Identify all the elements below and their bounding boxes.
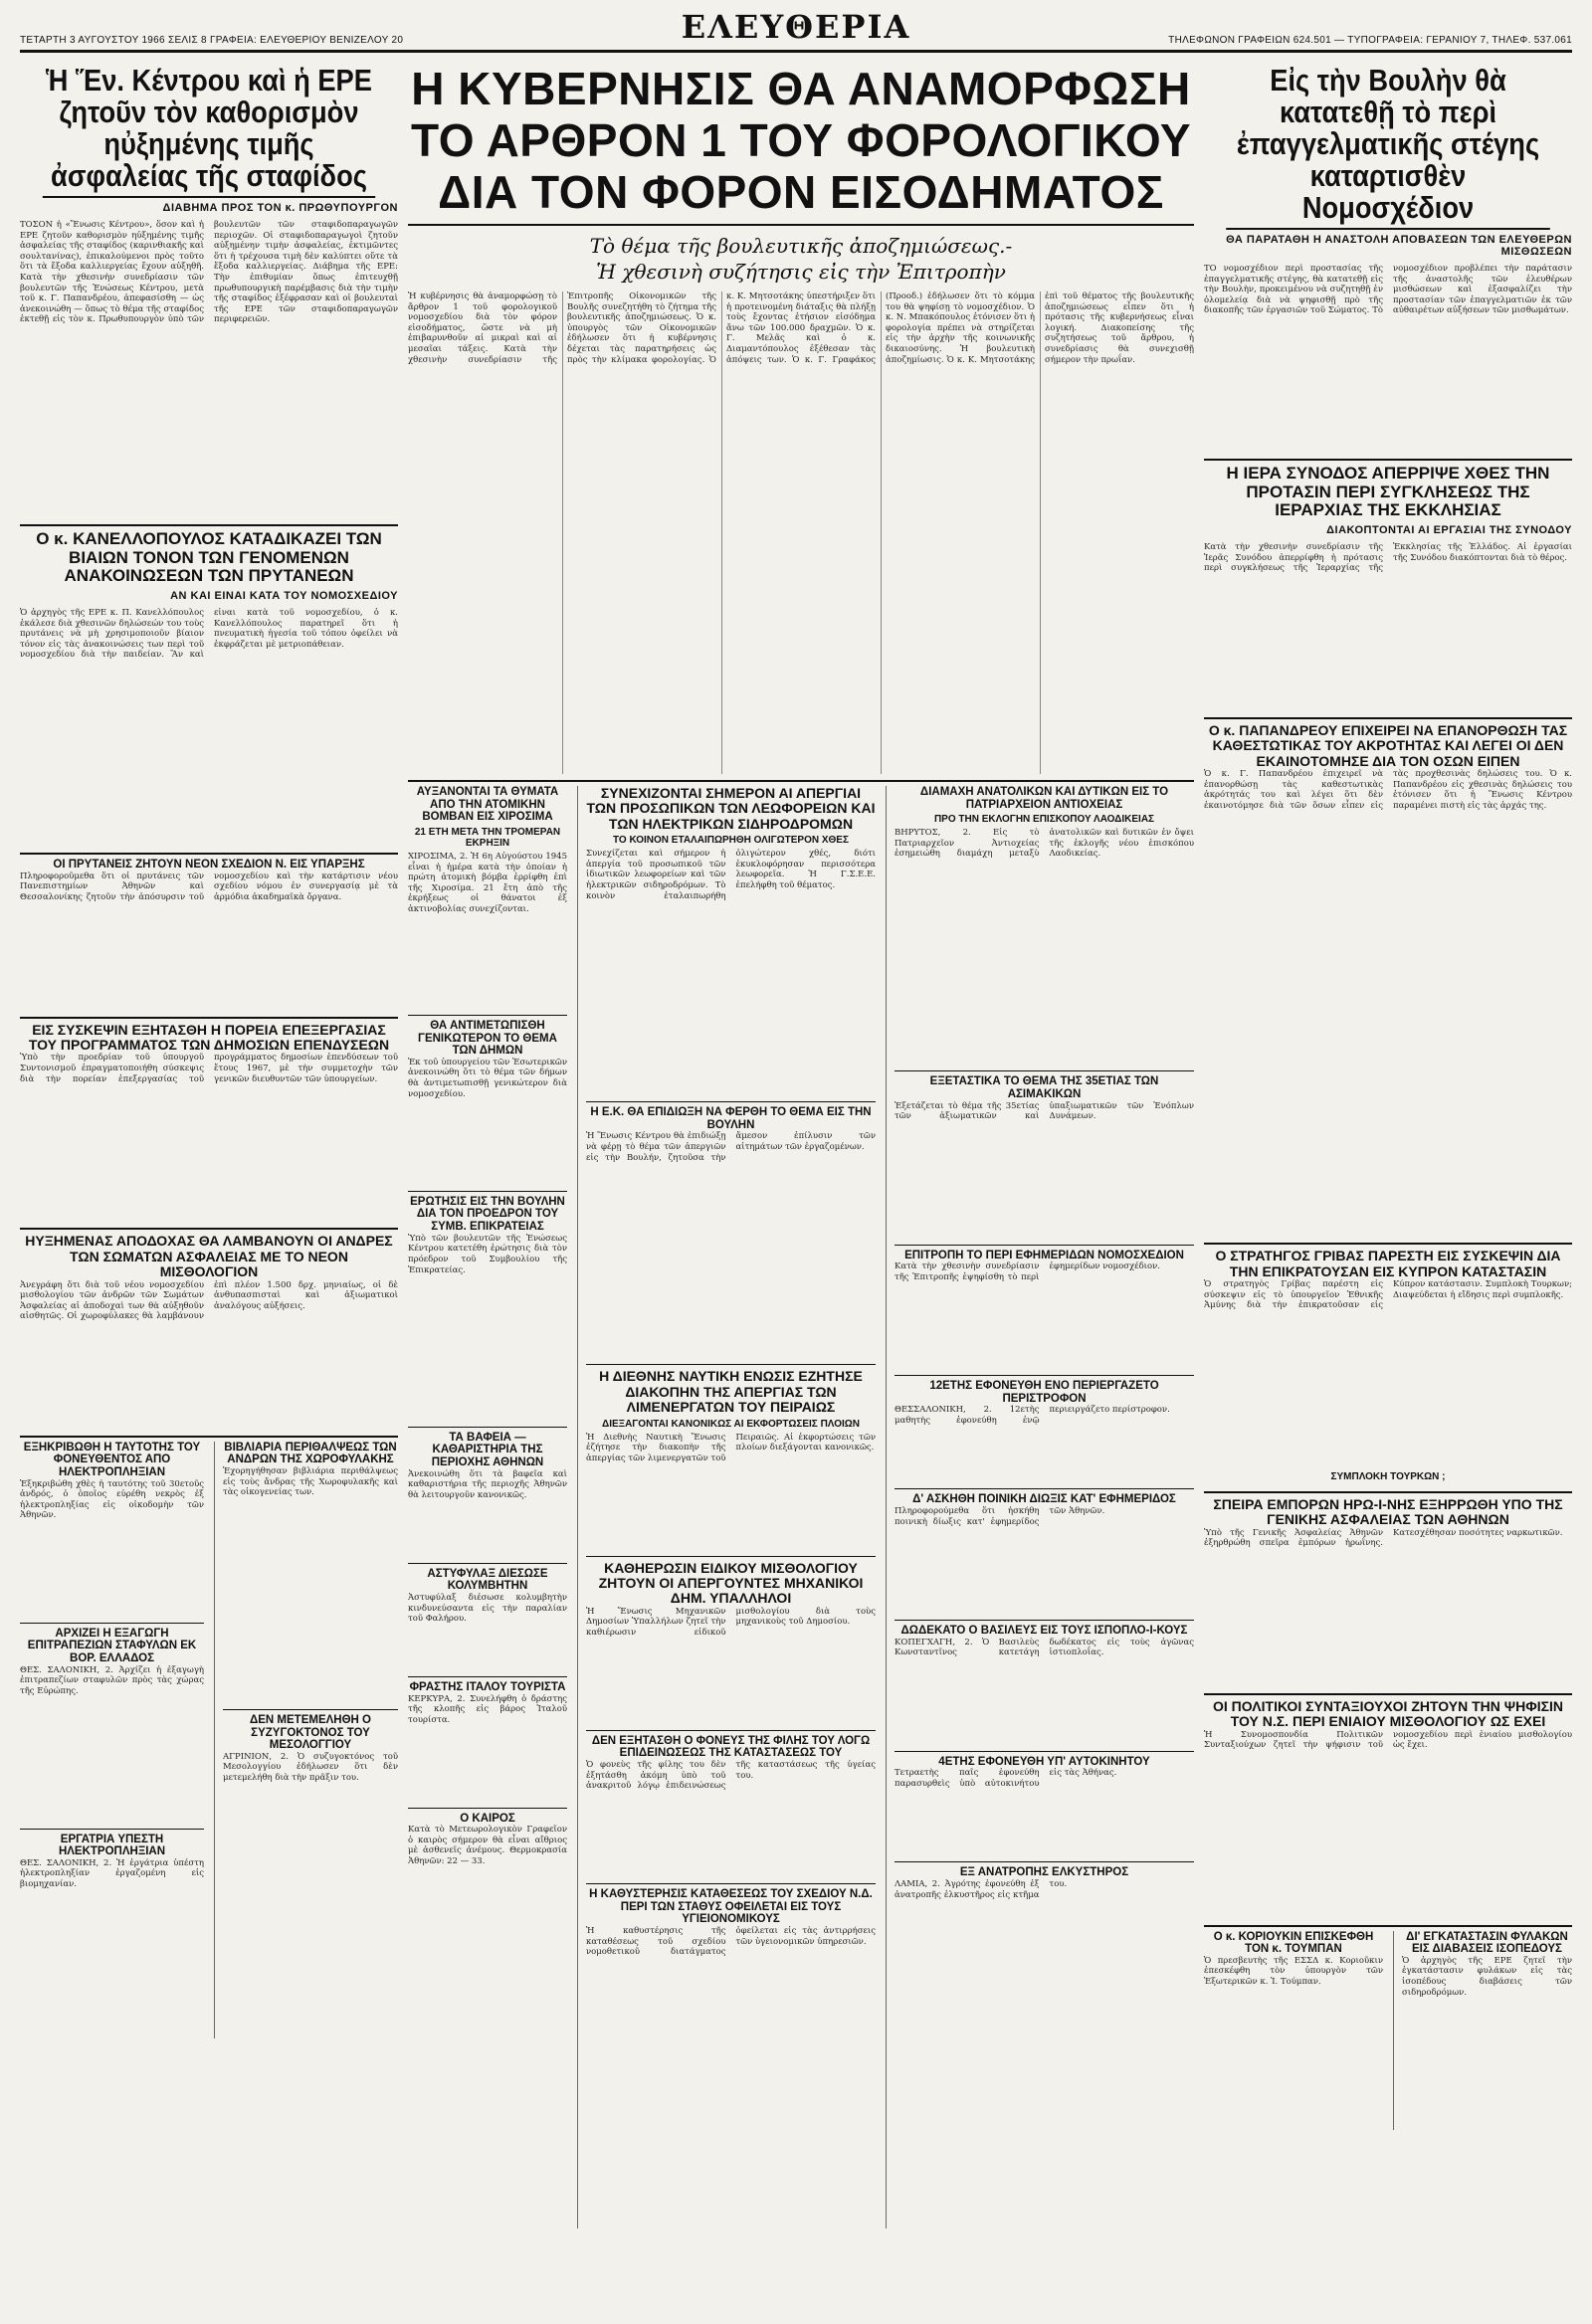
fylakes-brief (1393, 1931, 1572, 2130)
stafylia-body: ΘΕΣ. ΣΑΛΟΝΙΚΗ, 2. Ἀρχίζει ἡ ἐξαγωγὴ ἐπιτραπεζίων σταφυλῶν πρὸς τὰς χώρας τῆς Εὐρώπης. (20, 1664, 204, 1696)
mid-col-a (408, 786, 567, 2228)
article-prytaneis (20, 853, 398, 1011)
kairos-headline: Ο ΚΑΙΡΟΣ (460, 1812, 515, 1825)
right-column (1204, 59, 1572, 2228)
fylakes-body: Ὁ ἀρχηγὸς τῆς ΕΡΕ ζητεῖ τὴν ἐγκατάστασιν φυλάκων εἰς τὰς ἰσοπέδους διαβάσεις τῶν σιδηροδρόμων. (1402, 1955, 1572, 1998)
article-papandreou (1204, 717, 1572, 1237)
newspaper-page (20, 8, 1572, 2300)
italos-headline: ΦΡΑΣΤΗΣ ΙΤΑΛΟΥ ΤΟΥΡΙΣΤΑ (409, 1680, 566, 1693)
astyfylax-body: Ἀστυφύλαξ διέσωσε κολυμβητὴν κινδυνεύσαντα εἰς τὴν παραλίαν τοῦ Φαλήρου. (408, 1592, 567, 1625)
strike-kicker: ΤΟ ΚΟΙΝΟΝ ΕΤΑΛΑΙΠΩΡΗΘΗ ΟΛΙΓΩΤΕΡΟΝ ΧΘΕΣ (613, 835, 849, 847)
article-synodos (1204, 459, 1572, 711)
right-lead-headline: Εἰς τὴν Βουλὴν θὰ κατατεθῇ τὸ περὶ ἐπαγγελματικῆς στέγης καταρτισθὲν Νομοσχέδιον (1226, 59, 1550, 230)
strike-body: Συνεχίζεται καὶ σήμερον ἡ ἀπεργία τοῦ προσωπικοῦ τῶν ἰδιωτικῶν λεωφορείων καὶ τῶν ἠλεκτρικῶν σιδηροδρόμων. Τὸ κοινὸν ἐταλαιπωρήθη ὀλιγώτερον χθές, διότι ἐκυκλοφόρησαν περισσότερα λεωφορεῖα. Ἡ Γ.Σ.Ε.Ε. ἐπελήφθη τοῦ θέματος. (586, 849, 876, 901)
demoi-headline: ΘΑ ΑΝΤΙΜΕΤΩΠΙΣΘΗ ΓΕΝΙΚΩΤΕΡΟΝ ΤΟ ΘΕΜΑ ΤΩΝ ΔΗΜΩΝ (418, 1019, 557, 1058)
misthologio-headline: ΗΥΞΗΜΕΝΑΣ ΑΠΟΔΟΧΑΣ ΘΑ ΛΑΜΒΑΝΟΥΝ ΟΙ ΑΝΔΡΕΣ ΤΩΝ ΣΩΜΑΤΩΝ ΑΣΦΑΛΕΙΑΣ ΜΕ ΤΟ ΝΕΟΝ ΜΙΣΘΟΛΟΓΙΟΝ (25, 1233, 393, 1280)
syntaxiouxoi-body: Ἡ Συνομοσπονδία Πολιτικῶν Συνταξιούχων ζητεῖ τὴν ψήφισιν τοῦ νομοσχεδίου περὶ ἑνιαίου μισθολογίου ὡς ἔχει. (1204, 1729, 1572, 1751)
mid-col-b (577, 786, 876, 2228)
kairos-body: Κατὰ τὸ Μετεωρολογικὸν Γραφεῖον ὁ καιρὸς σήμερον θὰ εἶναι αἴθριος μὲ ἀσθενεῖς ἀνέμους. Θερμοκρασία Ἀθηνῶν: 22 — 33. (408, 1825, 567, 1867)
article-grivas (1204, 1243, 1572, 1485)
italos-body: ΚΕΡΚΥΡΑ, 2. Συνελήφθη ὁ δράστης τῆς κλοπῆς εἰς βάρος Ἰταλοῦ τουρίστα. (408, 1693, 567, 1725)
naftiki-kicker: ΔΙΕΞΑΓΟΝΤΑΙ ΚΑΝΟΝΙΚΩΣ ΑΙ ΕΚΦΟΡΤΩΣΕΙΣ ΠΛΟΙΩΝ (602, 1418, 860, 1430)
vafeia-body: Ἀνεκοινώθη ὅτι τὰ βαφεῖα καὶ καθαριστήρια τῆς περιοχῆς Ἀθηνῶν θὰ λειτουργοῦν κανονικῶς. (408, 1468, 567, 1500)
peristrofo-headline: 12ΕΤΗΣ ΕΦΟΝΕΥΘΗ ΕΝΟ ΠΕΡΙΕΡΓΑΖΕΤΟ ΠΕΡΙΣΤΡΟΦΟΝ (929, 1380, 1159, 1405)
papandreou-headline: Ο κ. ΠΑΠΑΝΔΡΕΟΥ ΕΠΙΧΕΙΡΕΙ ΝΑ ΕΠΑΝΟΡΘΩΣΗ ΤΑΣ ΚΑΘΕΣΤΩΤΙΚΑΣ ΤΟΥ ΑΚΡΟΤΗΤΑΣ ΚΑΙ ΛΕΓΕΙ ΟΙ ΔΕΝ ΕΚΑΙΝΟΤΟΜΗΣΕ ΔΙΑ ΤΟΝ ΟΣΩΝ ΕΙΠΕΝ (1208, 722, 1568, 769)
misthologio-body: Ἀνεγράφη ὅτι διὰ τοῦ νέου νομοσχεδίου μισθολογίου τῶν ἀνδρῶν τῶν Σωμάτων Ἀσφαλείας αἱ ἀποδοχαὶ των θὰ αὐξηθοῦν αἰσθητῶς. Οἱ χωροφύλακες θὰ λαμβάνουν ἐπὶ πλέον 1.500 δρχ. μηνιαίως, οἱ δὲ ἀνθυπασπισταὶ καὶ ἀξιωματικοὶ ἀναλόγους αὐξήσεις. (20, 1279, 398, 1322)
tautotis-headline: ΕΞΗΚΡΙΒΩΘΗ Η ΤΑΥΤΟΤΗΣ ΤΟΥ ΦΟΝΕΥΘΕΝΤΟΣ ΑΠΟ ΗΛΕΚΤΡΟΠΛΗΞΙΑΝ (23, 1441, 201, 1478)
foneus-headline: ΔΕΝ ΕΞΗΤΑΣΘΗ Ο ΦΟΝΕΥΣ ΤΗΣ ΦΙΛΗΣ ΤΟΥ ΛΟΓΩ ΕΠΙΔΕΙΝΩΣΕΩΣ ΤΗΣ ΚΑΤΑΣΤΑΣΕΩΣ ΤΟΥ (591, 1734, 871, 1760)
demoi-body: Ἐκ τοῦ ὑπουργείου τῶν Ἐσωτερικῶν ἀνεκοινώθη ὅτι τὸ θέμα τῶν δήμων θὰ ἀντιμετωπισθῇ γενικώτερον διὰ νομοσχεδίου. (408, 1057, 567, 1099)
peristrofo-body: ΘΕΣΣΑΛΟΝΙΚΗ, 2. 12ετὴς μαθητὴς ἐφονεύθη ἐνῷ περιειργάζετο περίστροφον. (895, 1405, 1170, 1427)
syntaxiouxoi-headline: ΟΙ ΠΟΛΙΤΙΚΟΙ ΣΥΝΤΑΞΙΟΥΧΟΙ ΖΗΤΟΥΝ ΤΗΝ ΨΗΦΙΣΙΝ ΤΟΥ Ν.Σ. ΠΕΡΙ ΕΝΙΑΙΟΥ ΜΙΣΘΟΛΟΓΙΟΥ ΩΣ ΕΧΕΙ (1213, 1697, 1563, 1730)
mechanikoi-body: Ἡ Ἕνωσις Μηχανικῶν Δημοσίων Ὑπαλλήλων ζητεῖ τὴν καθιέρωσιν εἰδικοῦ μισθολογίου διὰ τοὺς μηχανικοὺς τοῦ Δημοσίου. (586, 1606, 876, 1638)
foneus-body: Ὁ φονεὺς τῆς φίλης του δὲν ἐξητάσθη ἀκόμη ὑπὸ τοῦ ἀνακριτοῦ λόγῳ ἐπιδεινώσεως τῆς καταστάσεως τῆς ὑγείας του. (586, 1760, 876, 1792)
main-subheadline-2: Ἡ χθεσινὴ συζήτησις εἰς τὴν Ἐπιτροπὴν (596, 260, 1006, 284)
ste-headline: ΕΡΩΤΗΣΙΣ ΕΙΣ ΤΗΝ ΒΟΥΛΗΝ ΔΙΑ ΤΟΝ ΠΡΟΕΔΡΟΝ ΤΟΥ ΣΥΜΒ. ΕΠΙΚΡΑΤΕΙΑΣ (410, 1195, 565, 1234)
ergatria-body: ΘΕΣ. ΣΑΛΟΝΙΚΗ, 2. Ἡ ἐργάτρια ὑπέστη ἠλεκτροπληξίαν ἐργαζομένη εἰς βιομηχανίαν. (20, 1857, 204, 1889)
elkystiras-headline: ΕΞ ΑΝΑΤΡΟΠΗΣ ΕΛΚΥΣΤΗΡΟΣ (959, 1866, 1129, 1879)
mechanikoi-headline: ΚΑΘΗΕΡΩΣΙΝ ΕΙΔΙΚΟΥ ΜΙΣΘΟΛΟΓΙΟΥ ΖΗΤΟΥΝ ΟΙ ΑΠΕΡΓΟΥΝΤΕΣ ΜΗΧΑΝΙΚΟΙ ΔΗΜ. ΥΠΑΛΛΗΛΟΙ (598, 1559, 864, 1607)
article-syntaxiouxoi (1204, 1693, 1572, 1919)
antiochia-headline: ΔΙΑΜΑΧΗ ΑΝΑΤΟΛΙΚΩΝ ΚΑΙ ΔΥΤΙΚΩΝ ΕΙΣ ΤΟ ΠΑΤΡΙΑΡΧΕΙΟΝ ΑΝΤΙΟΧΕΙΑΣ (919, 786, 1169, 811)
synodos-kicker: ΔΙΑΚΟΠΤΟΝΤΑΙ ΑΙ ΕΡΓΑΣΙΑΙ ΤΗΣ ΣΥΝΟΔΟΥ (1326, 524, 1572, 537)
naftiki-body: Ἡ Διεθνὴς Ναυτικὴ Ἕνωσις ἐζήτησε τὴν διακοπὴν τῆς ἀπεργίας τῶν λιμενεργατῶν τοῦ Πειραιῶς. Αἱ ἐκφορτώσεις τῶν πλοίων διεξάγονται κανονικῶς. (586, 1432, 876, 1463)
grivas-subheading: ΣΥΜΠΛΟΚΗ ΤΟΥΡΚΩΝ ; (1330, 1471, 1446, 1483)
mid-col-c (886, 786, 1194, 2228)
naftiki-headline: Η ΔΙΕΘΝΗΣ ΝΑΥΤΙΚΗ ΕΝΩΣΙΣ ΕΖΗΤΗΣΕ ΔΙΑΚΟΠΗΝ ΤΗΣ ΑΠΕΡΓΙΑΣ ΤΩΝ ΛΙΜΕΝΕΡΓΑΤΩΝ ΤΟΥ ΠΕΙΡΑΙΩΣ (599, 1368, 863, 1416)
koriouckin-brief (1204, 1931, 1383, 2130)
article-misthologio (20, 1228, 398, 1429)
right-lead-kicker: ΘΑ ΠΑΡΑΤΑΘΗ Η ΑΝΑΣΤΟΛΗ ΑΠΟΒΑΣΕΩΝ ΤΩΝ ΕΛΕΥΘΕΡΩΝ ΜΙΣΘΩΣΕΩΝ (1226, 234, 1572, 258)
atom-body: ΧΙΡΟΣΙΜΑ, 2. Ἡ 6η Αὐγούστου 1945 εἶναι ἡ ἡμέρα κατὰ τὴν ὁποίαν ἡ πρώτη ἀτομικὴ βόμβα ἐρρίφθη ἐπὶ τῆς Χιροσίμα. 21 ἔτη ἀπὸ τῆς ἐκρήξεως οἱ θάνατοι ἐξ ἀκτινοβολίας συνεχίζονται. (408, 851, 567, 914)
grivas-headline: Ο ΣΤΡΑΤΗΓΟΣ ΓΡΙΒΑΣ ΠΑΡΕΣΤΗ ΕΙΣ ΣΥΣΚΕΨΙΝ ΔΙΑ ΤΗΝ ΕΠΙΚΡΑΤΟΥΣΑΝ ΕΙΣ ΚΥΠΡΟΝ ΚΑΤΑΣΤΑΣΙΝ (1215, 1248, 1561, 1279)
efimerides-body: Κατὰ τὴν χθεσινὴν συνεδρίασιν τῆς Ἐπιτροπῆς ἐψηφίσθη τὸ περὶ ἐφημερίδων νομοσχέδιον. (895, 1261, 1161, 1282)
atom-headline: ΑΥΞΑΝΟΝΤΑΙ ΤΑ ΘΥΜΑΤΑ ΑΠΟ ΤΗΝ ΑΤΟΜΙΚΗΝ ΒΟΜΒΑΝ ΕΙΣ ΧΙΡΟΣΙΜΑ (416, 786, 559, 824)
koriouckin-headline: Ο κ. ΚΟΡΙΟΥΚΙΝ ΕΠΙΣΚΕΦΘΗ ΤΟΝ κ. ΤΟΥΜΠΑΝ (1213, 1930, 1374, 1956)
elkystiras-body: ΛΑΜΙΑ, 2. Ἀγρότης ἐφονεύθη ἐξ ἀνατροπῆς ἐλκυστῆρος εἰς κτῆμα του. (895, 1879, 1068, 1900)
strike-headline: ΣΥΝΕΧΙΖΟΝΤΑΙ ΣΗΜΕΡΟΝ ΑΙ ΑΠΕΡΓΙΑΙ ΤΩΝ ΠΡΟΣΩΠΙΚΩΝ ΤΩΝ ΛΕΩΦΟΡΕΙΩΝ ΚΑΙ ΤΩΝ ΗΛΕΚΤΡΙΚΩΝ ΣΙΔΗΡΟΔΡΟΜΩΝ (586, 785, 876, 832)
briefs-col-a (20, 1442, 204, 2038)
antiochia-body: ΒΗΡΥΤΟΣ, 2. Εἰς τὸ Πατριαρχεῖον Ἀντιοχείας ἐσημειώθη διαμάχη μεταξὺ ἀνατολικῶν καὶ δυτικῶν ἐν ὄψει τῆς ἐκλογῆς νέου ἐπισκόπου Λαοδικείας. (895, 828, 1194, 860)
ergatria-headline: ΕΡΓΑΤΡΙΑ ΥΠΕΣΤΗ ΗΛΕΚΤΡΟΠΛΗΞΙΑΝ (58, 1833, 166, 1858)
ependyseis-headline: ΕΙΣ ΣΥΣΚΕΨΙΝ ΕΞΗΤΑΣΘΗ Η ΠΟΡΕΙΑ ΕΠΕΞΕΡΓΑΣΙΑΣ ΤΟΥ ΠΡΟΓΡΑΜΜΑΤΟΣ ΤΩΝ ΔΗΜΟΣΙΩΝ ΕΠΕΝΔΥΣΕΩΝ (28, 1021, 390, 1054)
left-lead-body: ΤΟΣΟΝ ἡ «Ἕνωσις Κέντρου», ὅσον καὶ ἡ ΕΡΕ ζητοῦν καθορισμὸν ηὐξημένης τιμῆς ἀσφαλείας τῆς σταφίδος (καρινθιακῆς καὶ σουλτανίνας), ἐπικαλούμενοι πρὸς τοῦτο ὅτι τὰ ἔξοδα καλλιεργείας ἔχουν αὐξηθῆ. Κατὰ τὴν χθεσινὴν συνεδρίασιν τῶν βουλευτῶν τῆς Ἑνώσεως Κέντρου, μετὰ τοῦ κ. Γ. Παπανδρέου, ἀπεφασίσθη — ὡς ἀνεκοινώθη — ὅπως τὸ θέμα τῆς σταφίδος ἐκτεθῇ εἰς τὸν κ. Πρωθυπουργὸν ὑπὸ τῶν βουλευτῶν τῶν σταφιδοπαραγωγῶν περιοχῶν. Οἱ σταφιδοπαραγωγοὶ ζητοῦν αὐξημένην τιμὴν ἀσφαλείας, ἐκτιμῶντες ὅτι ἡ τρέχουσα τιμὴ δὲν καλύπτει οὔτε τὰ ἔξοδα καλλιεργείας. Διάβημα τῆς ΕΡΕ: Τὴν ἐπιθυμίαν ὅπως ἐπιτευχθῇ πρωθυπουργικὴ παρέμβασις διὰ τὴν τιμὴν τῆς σταφίδος ἐξέφρασαν καὶ οἱ βουλευταὶ τῆς ΕΡΕ τῶν σταφιδοπαραγωγῶν περιφερειῶν. (20, 220, 398, 325)
eka-headline: Η Ε.Κ. ΘΑ ΕΠΙΔΙΩΞΗ ΝΑ ΦΕΡΘΗ ΤΟ ΘΕΜΑ ΕΙΣ ΤΗΝ ΒΟΥΛΗΝ (590, 1106, 872, 1131)
spira-headline: ΣΠΕΙΡΑ ΕΜΠΟΡΩΝ ΗΡΩ-Ι-ΝΗΣ ΕΞΗΡΡΩΘΗ ΥΠΟ ΤΗΣ ΓΕΝΙΚΗΣ ΑΣΦΑΛΕΙΑΣ ΤΩΝ ΑΘΗΝΩΝ (1213, 1496, 1563, 1528)
bottom-left-briefs (20, 1436, 398, 2038)
antiochia-kicker: ΠΡΟ ΤΗΝ ΕΚΛΟΓΗΝ ΕΠΙΣΚΟΠΟΥ ΛΑΟΔΙΚΕΙΑΣ (933, 814, 1155, 826)
eka-body: Ἡ Ἕνωσις Κέντρου θὰ ἐπιδιώξῃ νὰ φέρῃ τὸ θέμα τῶν ἀπεργιῶν εἰς τὴν Βουλήν, ζητοῦσα τὴν ἄμεσον ἐπίλυσιν τῶν αἰτημάτων τῶν ἐργαζομένων. (586, 1131, 876, 1163)
ygeionomikoi-headline: Η ΚΑΘΥΣΤΕΡΗΣΙΣ ΚΑΤΑΘΕΣΕΩΣ ΤΟΥ ΣΧΕΔΙΟΥ Ν.Δ. ΠΕΡΙ ΤΩΝ ΣΤΑΘΥΣ ΟΦΕΙΛΕΤΑΙ ΕΙΣ ΤΟΥΣ ΥΓΙΕΙΟΝΟΜΙΚΟΥΣ (589, 1888, 873, 1926)
kanellopoulos-body: Ὁ ἀρχηγὸς τῆς ΕΡΕ κ. Π. Κανελλόπουλος ἐκάλεσε διὰ χθεσινῶν δηλώσεών του τοὺς πρυτάνεις νὰ μὴ χρησιμοποιοῦν βίαιον τόνον εἰς τὰς ἀνακοινώσεις των περὶ τοῦ νομοσχεδίου διὰ τὴν παιδείαν. Ἂν καὶ εἶναι κατὰ τοῦ νομοσχεδίου, ὁ κ. Κανελλόπουλος παρατηρεῖ ὅτι ἡ πνευματικὴ ἡγεσία τοῦ τόπου ὀφείλει νὰ ἐκφράζεται μὲ μετριοπάθειαν. (20, 608, 398, 661)
top-section (20, 59, 1572, 2228)
middle-lower-grid (408, 780, 1194, 2228)
right-bottom-briefs (1204, 1925, 1572, 2130)
35etia-headline: ΕΞΕΤΑΣΤΙΚΑ ΤΟ ΘΕΜΑ ΤΗΣ 35ΕΤΙΑΣ ΤΩΝ ΑΣΙΜΑΚΙΚΩΝ (929, 1075, 1159, 1100)
stafylia-headline: ΑΡΧΙΖΕΙ Η ΕΞΑΓΩΓΗ ΕΠΙΤΡΑΠΕΖΙΩΝ ΣΤΑΦΥΛΩΝ ΕΚ ΒΟΡ. ΕΛΛΑΔΟΣ (27, 1627, 197, 1664)
poiniki-headline: Δ' ΑΣΚΗΘΗ ΠΟΙΝΙΚΗ ΔΙΩΞΙΣ ΚΑΤ' ΕΦΗΜΕΡΙΔΟΣ (912, 1493, 1176, 1506)
left-lead-kicker: ΔΙΑΒΗΜΑ ΠΡΟΣ ΤΟΝ κ. ΠΡΩΘΥΠΟΥΡΓΟΝ (162, 202, 398, 214)
vivliaria-body: Ἐχορηγήθησαν βιβλιάρια περιθάλψεως εἰς τοὺς ἄνδρας τῆς Χωροφυλακῆς καὶ τὰς οἰκογενείας των. (223, 1465, 398, 1498)
ste-body: Ὑπὸ τῶν βουλευτῶν τῆς Ἑνώσεως Κέντρου κατετέθη ἐρώτησις διὰ τὸν πρόεδρον τοῦ Συμβουλίου τῆς Ἐπικρατείας. (408, 1233, 567, 1275)
synodos-body: Κατὰ τὴν χθεσινὴν συνεδρίασιν τῆς Ἱερᾶς Συνόδου ἀπερρίφθη ἡ πρότασις περὶ συγκλήσεως τῆς Ἱεραρχίας τῆς Ἐκκλησίας τῆς Ἑλλάδος. Αἱ ἐργασίαι τῆς Συνόδου διακόπτονται διὰ τὸ θέρος. (1204, 542, 1572, 574)
vivliaria-headline: ΒΙΒΛΙΑΡΙΑ ΠΕΡΙΘΑΛΨΕΩΣ ΤΩΝ ΑΝΔΡΩΝ ΤΗΣ ΧΩΡΟΦΥΛΑΚΗΣ (224, 1441, 397, 1466)
prytaneis-headline: ΟΙ ΠΡΥΤΑΝΕΙΣ ΖΗΤΟΥΝ ΝΕΟΝ ΣΧΕΔΙΟΝ Ν. ΕΙΣ ΥΠΑΡΞΗΣ (53, 859, 365, 872)
article-spira (1204, 1491, 1572, 1687)
synodos-headline: Η ΙΕΡΑ ΣΥΝΟΔΟΣ ΑΠΕΡΡΙΨΕ ΧΘΕΣ ΤΗΝ ΠΡΟΤΑΣΙΝ ΠΕΡΙ ΣΥΓΚΛΗΣΕΩΣ ΤΗΣ ΙΕΡΑΡΧΙΑΣ ΤΗΣ ΕΚΚΛΗΣΙΑΣ (1226, 464, 1550, 520)
syzygoktonos-headline: ΔΕΝ ΜΕΤΕΜΕΛΗΘΗ Ο ΣΥΖΥΓΟΚΤΟΝΟΣ ΤΟΥ ΜΕΣΟΛΟΓΓΙΟΥ (250, 1713, 371, 1752)
ygeionomikoi-body: Ἡ καθυστέρησις τῆς καταθέσεως τοῦ σχεδίου νομοθετικοῦ διατάγματος ὀφείλεται εἰς τὰς ἀντιρρήσεις τῶν ὑγειονομικῶν ὑπηρεσιῶν. (586, 1926, 876, 1958)
fylakes-headline: ΔΙ' ΕΓΚΑΤΑΣΤΑΣΙΝ ΦΥΛΑΚΩΝ ΕΙΣ ΔΙΑΒΑΣΕΙΣ ΙΣΟΠΕΔΟΥΣ (1406, 1930, 1568, 1956)
masthead (20, 8, 1572, 53)
prytaneis-body: Πληροφοροῦμεθα ὅτι οἱ πρυτάνεις τῶν Πανεπιστημίων Ἀθηνῶν καὶ Θεσσαλονίκης ζητοῦν τὴν ἀπόσυρσιν τοῦ νομοσχεδίου καὶ τὴν κατάρτισιν νέου σχεδίου νόμου ἐν συνεργασίᾳ μὲ τὰ ἀρμόδια ἀκαδημαϊκὰ ὄργανα. (20, 871, 398, 902)
left-column (20, 59, 398, 2228)
atom-kicker: 21 ΕΤΗ ΜΕΤΑ ΤΗΝ ΤΡΟΜΕΡΑΝ ΕΚΡΗΞΙΝ (414, 826, 561, 849)
spira-body: Ὑπὸ τῆς Γενικῆς Ἀσφαλείας Ἀθηνῶν ἐξηρθρώθη σπεῖρα ἐμπόρων ἡρωΐνης. Κατεσχέθησαν ποσότητες ναρκωτικῶν. (1204, 1527, 1563, 1549)
vasilefs-body: ΚΟΠΕΓΧΑΓΗ, 2. Ὁ Βασιλεὺς Κωνσταντῖνος κατετάγη δωδέκατος εἰς τοὺς ἀγῶνας ἱστιοπλοΐας. (895, 1637, 1194, 1658)
article-ependyseis (20, 1017, 398, 1223)
kanellopoulos-headline: Ο κ. ΚΑΝΕΛΛΟΠΟΥΛΟΣ ΚΑΤΑΔΙΚΑΖΕΙ ΤΩΝ ΒΙΑΙΩΝ ΤΟΝΟΝ ΤΩΝ ΓΕΝΟΜΕΝΩΝ ΑΝΑΚΟΙΝΩΣΕΩΝ ΤΩΝ ΠΡΥΤΑΝΕΩΝ (36, 529, 382, 586)
masthead-phones: ΤΗΛΕΦΩΝΟΝ ΓΡΑΦΕΙΩΝ 624.501 — ΤΥΠΟΓΡΑΦΕΙΑ: ΓΕΡΑΝΙΟΥ 7, ΤΗΛΕΦ. 537.061 (1168, 35, 1572, 46)
masthead-date-address: ΤΕΤΑΡΤΗ 3 ΑΥΓΟΥΣΤΟΥ 1966 ΣΕΛΙΣ 8 ΓΡΑΦΕΙΑ: ΕΛΕΥΘΕΡΙΟΥ ΒΕΝΙΖΕΛΟΥ 20 (20, 35, 404, 46)
papandreou-body: Ὁ κ. Γ. Παπανδρέου ἐπιχειρεῖ νὰ ἐπανορθώσῃ τὰς καθεστωτικὰς ἀκρότητάς του καὶ λέγει ὅτι δὲν ἐκαινοτόμησε διὰ τῶν ὅσων εἶπεν εἰς τὰς προχθεσινὰς δηλώσεις του. Ὁ κ. Παπανδρέου εἰς χθεσινὰς δηλώσεις του ἐτόνισεν ὅτι ἡ Ἕνωσις Κέντρου παραμένει πιστὴ εἰς τὰς ἀρχάς της. (1204, 769, 1572, 812)
right-lead-body: ΤΟ νομοσχέδιον περὶ προστασίας τῆς ἐπαγγελματικῆς στέγης, θὰ κατατεθῇ εἰς τὴν Βουλὴν, προκειμένου νὰ συζητηθῇ ἐν ὁλομελείᾳ διὰ νὰ ψηφισθῇ πρὸ τῆς διακοπῆς τῶν ἐργασιῶν τοῦ Σώματος. Τὸ νομοσχέδιον προβλέπει τὴν παράτασιν τῆς ἀναστολῆς τῶν ἐλευθέρων μισθώσεων καὶ ἐξασφαλίζει τὴν προστασίαν τῶν ἐπαγγελματιῶν ἐκ τῶν αὐθαιρέτων αὐξήσεων τῶν μισθωμάτων. (1204, 264, 1572, 316)
syzygoktonos-body: ΑΓΡΙΝΙΟΝ, 2. Ὁ συζυγοκτόνος τοῦ Μεσολογγίου ἐδήλωσεν ὅτι δὲν μετεμελήθη διὰ τὴν πρᾶξιν του. (223, 1751, 398, 1784)
article-kanellopoulos (20, 524, 398, 847)
kanellopoulos-kicker: ΑΝ ΚΑΙ ΕΙΝΑΙ ΚΑΤΑ ΤΟΥ ΝΟΜΟΣΧΕΔΙΟΥ (170, 590, 398, 603)
grivas-body: Ὁ στρατηγὸς Γρίβας παρέστη εἰς σύσκεψιν εἰς τὸ ὑπουργεῖον Ἐθνικῆς Ἀμύνης διὰ τὴν ἐπικρατοῦσαν εἰς Κύπρον κατάστασιν. Συμπλοκὴ Τουρκων; Διαψεύδεται ἡ εἴδησις περὶ συμπλοκῆς. (1204, 1279, 1572, 1311)
poiniki-body: Πληροφορούμεθα ὅτι ἠσκήθη ποινικὴ δίωξις κατ' ἐφημερίδος τῶν Ἀθηνῶν. (895, 1506, 1105, 1527)
astyfylax-headline: ΑΣΤΥΦΥΛΑΞ ΔΙΕΣΩΣΕ ΚΟΛΥΜΒΗΤΗΝ (427, 1567, 548, 1593)
vafeia-headline: ΤΑ ΒΑΦΕΙΑ — ΚΑΘΑΡΙΣΤΗΡΙΑ ΤΗΣ ΠΕΡΙΟΧΗΣ ΑΘΗΝΩΝ (431, 1431, 544, 1469)
vasilefs-headline: ΔΩΔΕΚΑΤΟ Ο ΒΑΣΙΛΕΥΣ ΕΙΣ ΤΟΥΣ ΙΣΠΟΠΛΟ-Ι-ΚΟΥΣ (900, 1625, 1188, 1638)
aftokinito-headline: 4ΕΤΗΣ ΕΦΟΝΕΥΘΗ ΥΠ' ΑΥΤΟΚΙΝΗΤΟΥ (938, 1755, 1150, 1768)
tautotis-body: Ἐξηκριβώθη χθὲς ἡ ταυτότης τοῦ 30ετοῦς ἀνδρός, ὁ ὁποῖος εὑρέθη νεκρὸς ἐξ ἠλεκτροπληξίας εἰς οἰκοδομὴν τῶν Ἀθηνῶν. (20, 1478, 204, 1521)
ependyseis-body: Ὑπὸ τὴν προεδρίαν τοῦ ὑπουργοῦ Συντονισμοῦ ἐπραγματοποιήθη σύσκεψις διὰ τὴν πορείαν ἐπεξεργασίας τοῦ προγράμματος δημοσίων ἐπενδύσεων τοῦ ἔτους 1967, μὲ τὴν συμμετοχὴν τῶν γενικῶν διευθυντῶν τῶν ὑπουργείων. (20, 1053, 398, 1084)
main-headline: Η ΚΥΒΕΡΝΗΣΙΣ ΘΑ ΑΝΑΜΟΡΦΩΣΗ ΤΟ ΑΡΘΡΟΝ 1 ΤΟΥ ΦΟΡΟΛΟΓΙΚΟΥ ΔΙΑ ΤΟΝ ΦΟΡΟΝ ΕΙΣΟΔΗΜΑΤΟΣ (408, 59, 1194, 226)
main-lead-body: Ἡ κυβέρνησις θὰ ἀναμορφώσῃ τὸ ἄρθρον 1 τοῦ φορολογικοῦ νομοσχεδίου διὰ τὸν φόρον εἰσοδήματος, ὥστε νὰ μὴ ἐπιβαρυνθοῦν αἱ μικραὶ καὶ αἱ μεσαῖαι τάξεις. Κατὰ τὴν χθεσινὴν συνεδρίασιν τῆς Ἐπιτροπῆς Οἰκονομικῶν τῆς Βουλῆς συνεζητήθη τὸ ζήτημα τῆς βουλευτικῆς ἀποζημιώσεως. Ὁ κ. ὑπουργὸς τῶν Οἰκονομικῶν ἐδήλωσεν ὅτι ἡ κυβέρνησις δέχεται τὰς παρατηρήσεις ὡς πρὸς τὴν κλίμακα φορολογίας. Ὁ κ. Κ. Μητσοτάκης ὑπεστήριξεν ὅτι ἡ προτεινομένη διάταξις θὰ πλήξῃ τοὺς ἔχοντας ἐτήσιον εἰσόδημα ἄνω τῶν 100.000 δραχμῶν. Ὁ κ. Γ. Μελᾶς καὶ ὁ κ. Διαμαντόπουλος ἐξέθεσαν τὰς ἀπόψεις των. Ὁ κ. Γ. Γραφάκος (Προοδ.) ἐδήλωσεν ὅτι τὸ κόμμα του θὰ ψηφίσῃ τὸ νομοσχέδιον. Ὁ κ. Ν. Μπακόπουλος ἐτόνισεν ὅτι ἡ φορολογία πρέπει νὰ στηρίζεται εἰς τὴν ἀρχὴν τῆς κοινωνικῆς δικαιοσύνης. Ἡ βουλευτικὴ ἀποζημίωσις. Ὁ κ. Κ. Μητσοτάκης ἐπὶ τοῦ θέματος τῆς βουλευτικῆς ἀποζημιώσεως εἶπεν ὅτι ἡ πρότασις τῆς κυβερνήσεως εἶναι λογική. Διακοπείσης τῆς συζητήσεως τοῦ ἄρθρου, ἡ συνεδρίασις θὰ συνεχισθῇ σήμερον τὴν πρωΐαν. (408, 291, 1194, 365)
middle-column (408, 59, 1194, 2228)
aftokinito-body: Τετραετὴς παῖς ἐφονεύθη παρασυρθεὶς ὑπὸ αὐτοκινήτου εἰς τὰς Ἀθήνας. (895, 1768, 1117, 1789)
newspaper-title: ΕΛΕΥΘΕΡΙΑ (681, 8, 911, 46)
briefs-col-b (214, 1442, 398, 2038)
efimerides-headline: ΕΠΙΤΡΟΠΗ ΤΟ ΠΕΡΙ ΕΦΗΜΕΡΙΔΩΝ ΝΟΜΟΣΧΕΔΙΟΝ (904, 1249, 1184, 1261)
left-lead-headline: Ἡ Ἕν. Κέντρου καὶ ἡ ΕΡΕ ζητοῦν τὸν καθορισμὸν ηὐξημένης τιμῆς ἀσφαλείας τῆς σταφίδος (43, 59, 375, 198)
main-subheadline-1: Τὸ θέμα τῆς βουλευτικῆς ἀποζημιώσεως.- (589, 234, 1013, 258)
35etia-body: Ἐξετάζεται τὸ θέμα τῆς 35ετίας τῶν ἀξιωματικῶν καὶ ὑπαξιωματικῶν τῶν Ἐνόπλων Δυνάμεων. (895, 1100, 1194, 1122)
koriouckin-body: Ὁ πρεσβευτὴς τῆς ΕΣΣΔ κ. Κοριοῦκιν ἐπεσκέφθη τὸν ὑπουργὸν τῶν Ἐξωτερικῶν κ. Ἰ. Τούμπαν. (1204, 1955, 1383, 1988)
